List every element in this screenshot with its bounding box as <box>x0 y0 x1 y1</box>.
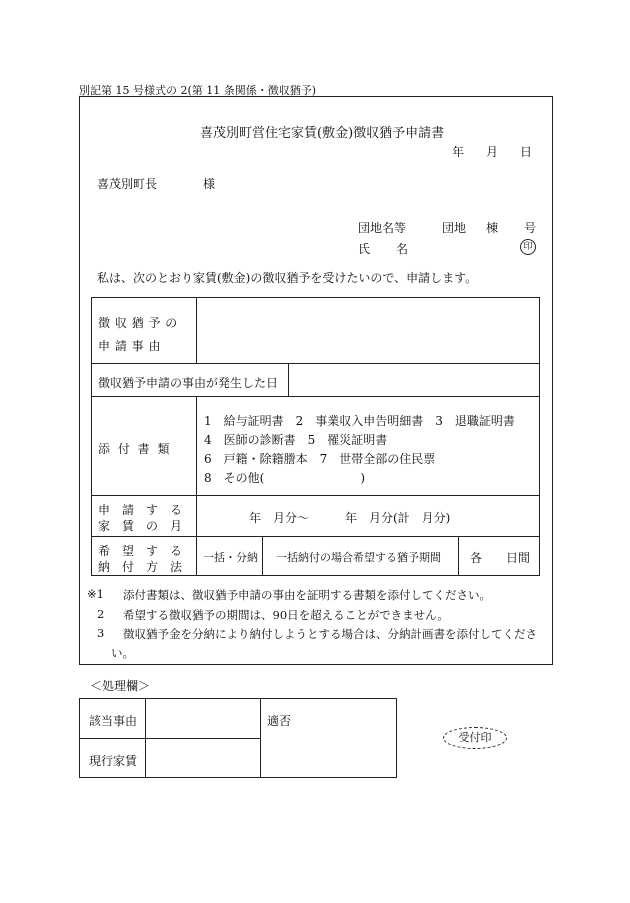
method-option-deferral-period: 一括納付の場合希望する猶予期間 <box>276 551 441 564</box>
period-suffix: 日間 <box>506 551 531 565</box>
month-value: 年 月分～ 年 月分(計 月分) <box>249 511 451 525</box>
approval-label: 適否 <box>267 714 292 728</box>
name-label-1: 氏 <box>358 242 371 256</box>
date-year: 年 <box>452 145 465 159</box>
attachment-item: 8 その他( ) <box>204 471 365 485</box>
processing-title: ＜処理欄＞ <box>90 679 151 693</box>
note-mark: 2 <box>97 607 105 621</box>
attachment-item: 1 給与証明書 2 事業収入申告明細書 3 退職証明書 <box>204 414 515 428</box>
building-label: 棟 <box>486 221 499 235</box>
seal-mark <box>520 238 536 255</box>
method-label-2: 納 付 方 法 <box>98 560 183 574</box>
date-day: 日 <box>519 145 532 159</box>
note-text: 徴収猶予金を分納により納付しようとする場合は、分納計画書を添付してくださ <box>123 627 537 641</box>
processing-row-label: 現行家賃 <box>89 754 138 768</box>
note-mark: ※1 <box>87 587 104 601</box>
unit-label: 号 <box>524 221 537 235</box>
reason-label-1: 徴 収 猶 予 の <box>98 316 178 330</box>
attachment-label: 添 付 書 類 <box>98 442 172 456</box>
date-line <box>452 143 532 160</box>
month-label-1: 申 請 す る <box>98 503 183 517</box>
seal-icon: 印 <box>520 239 536 255</box>
reason-label-2: 申 請 事 由 <box>98 339 161 353</box>
occurrence-date-label: 徴収猶予申請の事由が発生した日 <box>98 376 279 390</box>
method-option-lump-or-installment: 一括・分納 <box>203 551 258 564</box>
form-number: 別記第 15 号様式の 2(第 11 条関係・徴収猶予) <box>79 84 317 97</box>
period-prefix: 各 <box>470 551 483 565</box>
name-label-2: 名 <box>396 242 409 256</box>
month-label-2: 家 賃 の 月 <box>98 519 183 533</box>
reception-stamp: 受付印 <box>443 727 507 749</box>
note-text: 添付書類は、徴収猶予申請の事由を証明する書類を添付してください。 <box>123 588 491 602</box>
attachment-item: 6 戸籍・除籍謄本 7 世帯全部の住民票 <box>204 452 436 466</box>
complex-label: 団地名等 <box>358 221 407 235</box>
note-mark: 3 <box>97 626 105 640</box>
attachment-item: 4 医師の診断書 5 罹災証明書 <box>204 433 388 447</box>
intro-text: 私は、次のとおり家賃(敷金)の徴収猶予を受けたいので、申請します。 <box>97 271 478 285</box>
occurrence-date-field[interactable] <box>290 365 538 395</box>
addressee-honorific: 様 <box>203 177 216 191</box>
note-text: 希望する徴収猶予の期間は、90日を超えることができません。 <box>123 608 449 622</box>
processing-row-label: 該当事由 <box>89 714 138 728</box>
date-month: 月 <box>485 145 498 159</box>
addressee: 喜茂別町長 <box>97 177 158 191</box>
complex-name: 団地 <box>442 221 467 235</box>
reason-field[interactable] <box>198 299 538 361</box>
note-text-wrap: い。 <box>111 646 134 660</box>
method-label-1: 希 望 す る <box>98 544 183 558</box>
form-title: 喜茂別町営住宅家賃(敷金)徴収猶予申請書 <box>200 126 445 141</box>
